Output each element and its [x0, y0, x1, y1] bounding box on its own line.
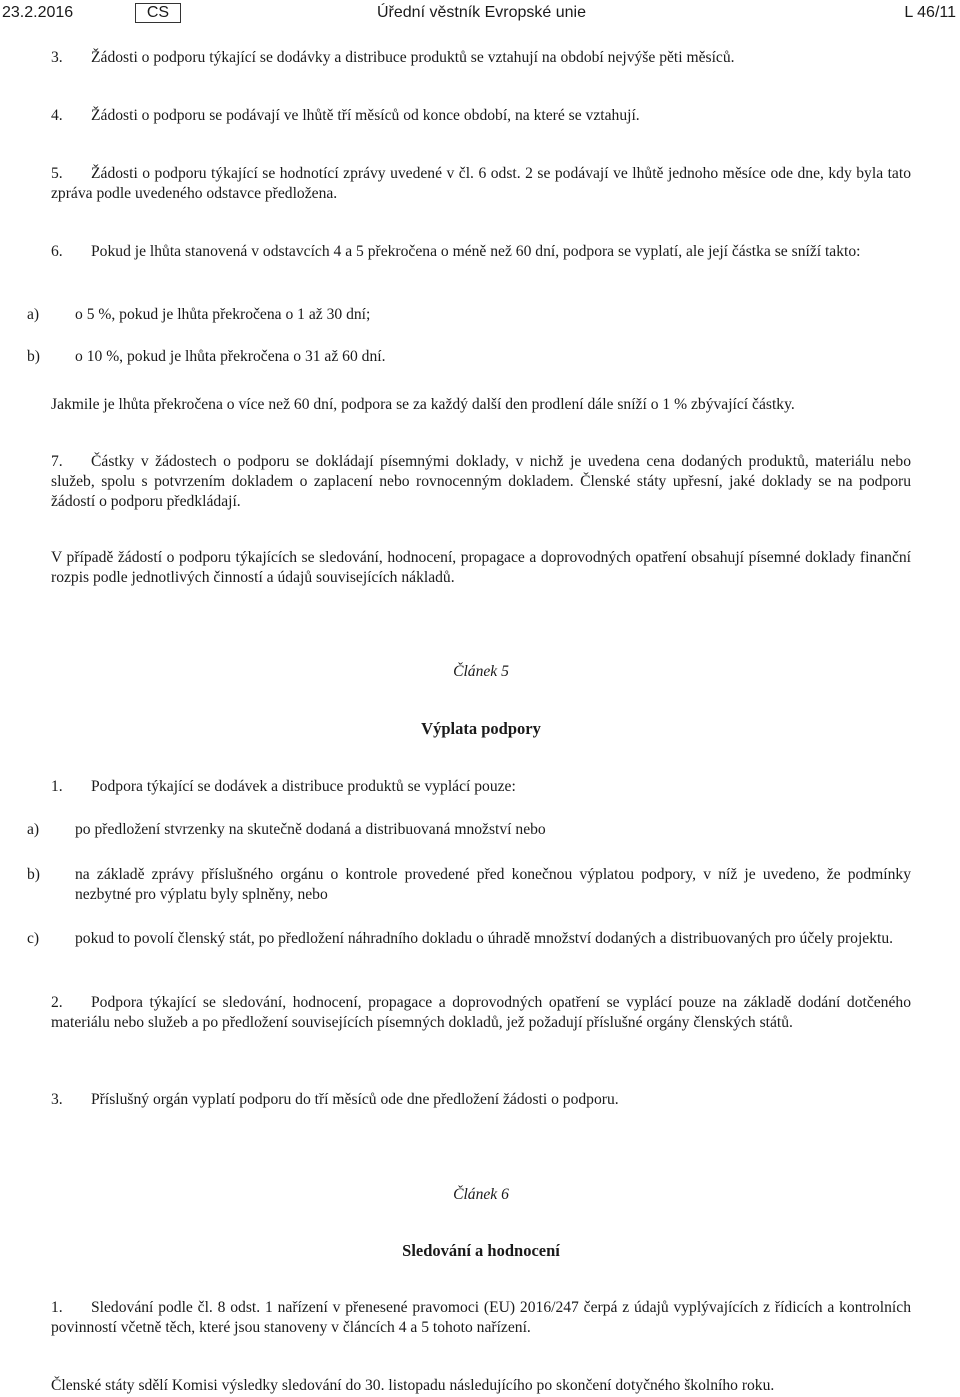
list-text: o 10 %, pokud je lhůta překročena o 31 až 60 dní.	[75, 348, 386, 365]
page-reference: L 46/11	[904, 4, 956, 21]
paragraph-number: 5.	[51, 165, 63, 182]
article-6-paragraph-1	[51, 1298, 911, 1338]
paragraph-text: Sledování podle čl. 8 odst. 1 nařízení v přenesené pravomoci (EU) 2016/247 čerpá z údajů vyplývajících z řídicích a kontrolních povinností včetně těch, které jsou stanoveny v článcích 4 a 5 tohoto nařízení.	[51, 1299, 911, 1336]
paragraph-4	[51, 106, 911, 126]
paragraph-text: V případě žádostí o podporu týkajících se sledování, hodnocení, propagace a doprovodných opatření obsahují písemné doklady finanční rozpis podle jednotlivých činností a údajů souvisejících nákladů.	[51, 549, 911, 586]
list-text: pokud to povolí členský stát, po předložení náhradního dokladu o úhradě množství dodaných a distribuovaných pro účely projektu.	[75, 930, 894, 947]
paragraph-number: 2.	[51, 994, 63, 1011]
list-text: na základě zprávy příslušného orgánu o kontrole provedené před konečnou výplatou podpory, v níž je uvedeno, že podmínky nezbytné pro výplatu byly splněny, nebo	[75, 866, 911, 903]
list-label: a)	[27, 821, 40, 838]
publication-date: 23.2.2016	[2, 4, 74, 21]
paragraph-text: Částky v žádostech o podporu se dokládají písemnými doklady, v nichž je uvedena cena dodaných produktů, materiálu nebo služeb, spolu s potvrzením dokladem o zaplacení nebo rovnocenným dokladem. Členské státy upřesní, jaké doklady se na podporu žádostí o podporu předkládají.	[51, 453, 911, 510]
paragraph-text: Jakmile je lhůta překročena o více než 60 dní, podpora se za každý další den prodlení dále sníží o 1 % zbývající částky.	[51, 396, 795, 413]
paragraph-number: 6.	[51, 243, 63, 260]
article-5-paragraph-3	[51, 1090, 911, 1110]
list-label: b)	[27, 348, 40, 365]
paragraph-number: 4.	[51, 107, 63, 124]
list-text: po předložení stvrzenky na skutečně dodaná a distribuovaná množství nebo	[75, 821, 546, 838]
article-5-paragraph-1	[51, 777, 911, 797]
list-text: o 5 %, pokud je lhůta překročena o 1 až 30 dní;	[75, 306, 371, 323]
article-6-paragraph-2	[51, 1376, 911, 1396]
paragraph-number: 3.	[51, 1091, 63, 1108]
paragraph-6	[51, 242, 911, 262]
paragraph-text: Podpora týkající se sledování, hodnocení, propagace a doprovodných opatření se vyplácí pouze na základě dodání dotčeného materiálu nebo služeb a po předložení souvisejících písemných dokladů, jež požadují příslušné orgány členských států.	[51, 994, 911, 1031]
language-code-box: CS	[135, 3, 181, 23]
list-item-5-1a	[27, 820, 911, 840]
paragraph-number: 1.	[51, 1299, 63, 1316]
paragraph-text: Členské státy sdělí Komisi výsledky sledování do 30. listopadu následujícího po skončení dotyčného školního roku.	[51, 1377, 775, 1394]
paragraph-6-closing	[51, 395, 911, 415]
list-label: a)	[27, 306, 40, 323]
list-label: c)	[27, 930, 40, 947]
article-5-paragraph-2	[51, 993, 911, 1033]
paragraph-text: Příslušný orgán vyplatí podporu do tří měsíců ode dne předložení žádosti o podporu.	[91, 1091, 619, 1108]
paragraph-text: Žádosti o podporu týkající se dodávky a distribuce produktů se vztahují na období nejvýše pěti měsíců.	[91, 49, 735, 66]
journal-title: Úřední věstník Evropské unie	[377, 4, 586, 21]
list-item-6b	[27, 347, 911, 367]
paragraph-7	[51, 452, 911, 512]
list-item-5-1b	[27, 865, 911, 905]
paragraph-text: Žádosti o podporu se podávají ve lhůtě tří měsíců od konce období, na které se vztahují.	[91, 107, 640, 124]
paragraph-number: 7.	[51, 453, 63, 470]
list-item-5-1c	[27, 929, 911, 949]
paragraph-7-extra	[51, 548, 911, 588]
article-5-title: Výplata podpory	[421, 719, 541, 738]
paragraph-text: Podpora týkající se dodávek a distribuce produktů se vyplácí pouze:	[91, 778, 516, 795]
paragraph-5	[51, 164, 911, 204]
paragraph-3	[51, 48, 911, 68]
page-header	[0, 3, 960, 25]
paragraph-text: Žádosti o podporu týkající se hodnotící zprávy uvedené v čl. 6 odst. 2 se podávají ve lhůtě jednoho měsíce ode dne, kdy byla tato zpráva podle uvedeného odstavce předložena.	[51, 165, 911, 202]
paragraph-text: Pokud je lhůta stanovená v odstavcích 4 a 5 překročena o méně než 60 dní, podpora se vyplatí, ale její částka se sníží takto:	[91, 243, 861, 260]
list-label: b)	[27, 866, 40, 883]
article-6-title: Sledování a hodnocení	[402, 1241, 560, 1260]
list-item-6a	[27, 305, 911, 325]
article-5-number: Článek 5	[453, 663, 509, 680]
paragraph-number: 3.	[51, 49, 63, 66]
article-6-number: Článek 6	[453, 1186, 509, 1203]
paragraph-number: 1.	[51, 778, 63, 795]
